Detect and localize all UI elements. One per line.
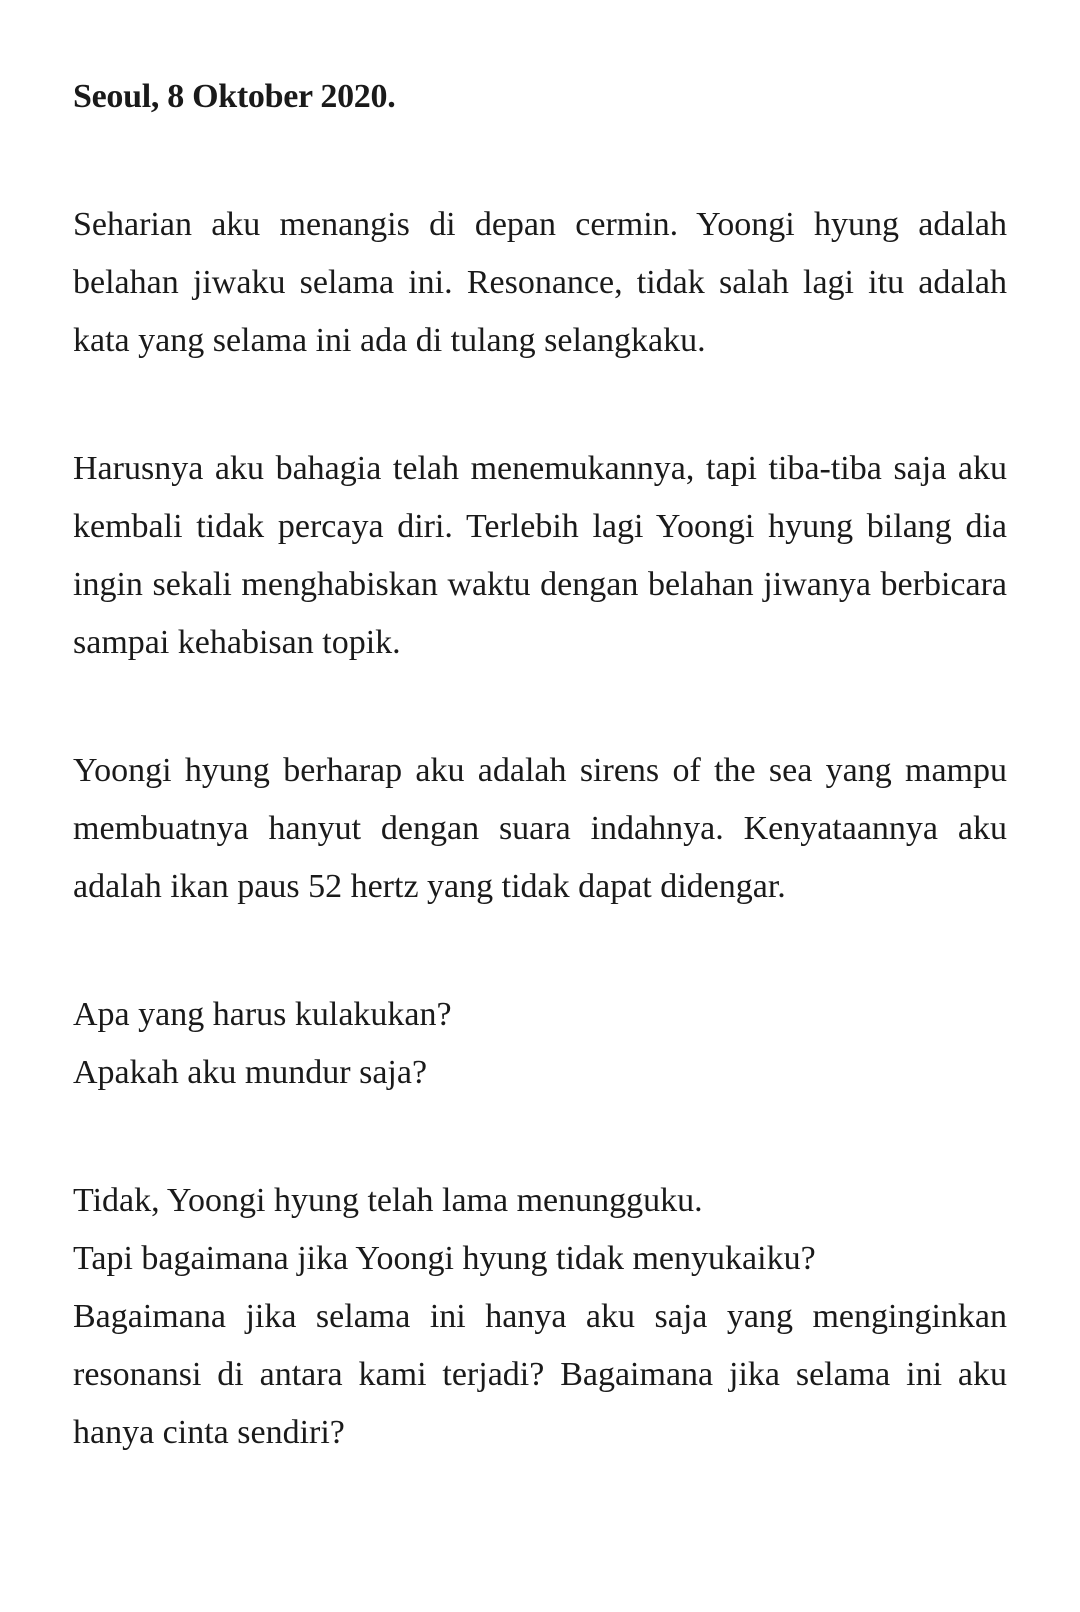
- paragraph-3: Yoongi hyung berharap aku adalah sirens of the sea yang mampu membuatnya hanyut dengan suara indahnya. Kenyataannya aku adalah ikan paus 52 hertz yang tidak dapat didengar.: [73, 752, 1007, 905]
- spacer: [73, 916, 1007, 986]
- questions-block: [73, 986, 1007, 1102]
- spacer: [73, 1102, 1007, 1172]
- paragraph-2: Harusnya aku bahagia telah menemukannya, tapi tiba-tiba saja aku kembali tidak percaya diri. Terlebih lagi Yoongi hyung bilang dia ingin sekali menghabiskan waktu dengan belahan jiwanya berbicara sampai kehabisan topik.: [73, 450, 1007, 661]
- closing-line-3: Bagaimana jika selama ini hanya aku saja yang menginginkan resonansi di antara kami terjadi? Bagaimana jika selama ini aku hanya cinta sendiri?: [73, 1298, 1007, 1451]
- date-heading: Seoul, 8 Oktober 2020.: [73, 78, 396, 115]
- spacer: [73, 672, 1007, 742]
- closing-line-1: Tidak, Yoongi hyung telah lama menungguku.: [73, 1182, 703, 1219]
- diary-page: [73, 68, 1007, 1462]
- closing-line-2: Tapi bagaimana jika Yoongi hyung tidak menyukaiku?: [73, 1240, 816, 1277]
- closing-block: [73, 1172, 1007, 1462]
- paragraph-1: Seharian aku menangis di depan cermin. Yoongi hyung adalah belahan jiwaku selama ini. Resonance, tidak salah lagi itu adalah kata yang selama ini ada di tulang selangkaku.: [73, 206, 1007, 359]
- spacer: [73, 370, 1007, 440]
- spacer: [73, 126, 1007, 196]
- question-line-1: Apa yang harus kulakukan?: [73, 996, 452, 1033]
- question-line-2: Apakah aku mundur saja?: [73, 1054, 428, 1091]
